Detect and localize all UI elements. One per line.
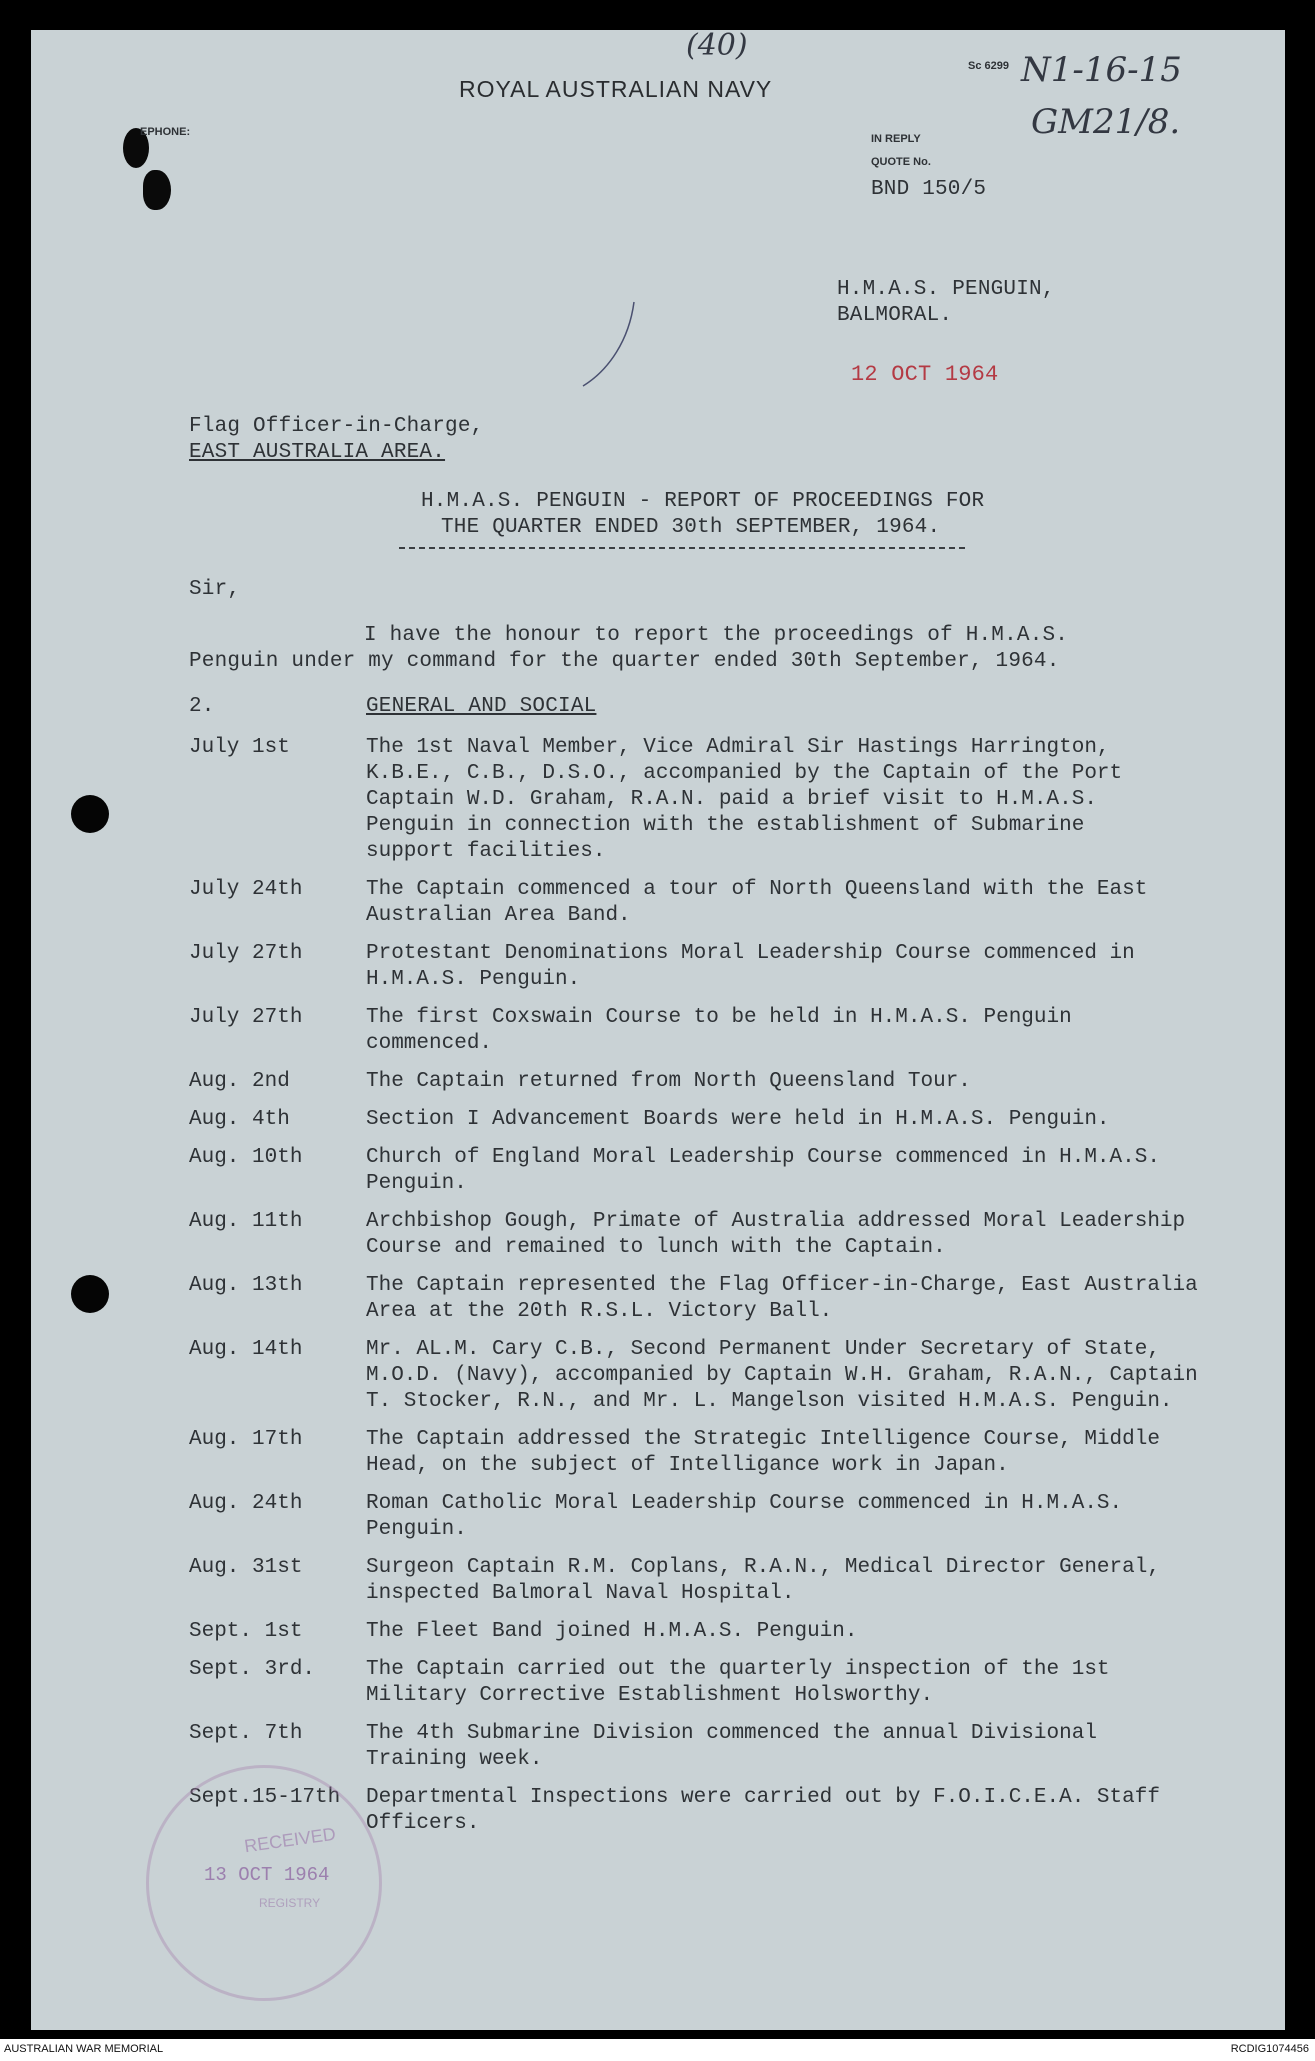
entry-date: Aug. 14th xyxy=(189,1338,303,1361)
entry-text: The Captain returned from North Queensland Tour. xyxy=(366,1070,971,1093)
entry-date: Sept. 3rd. xyxy=(189,1658,316,1681)
entry-text: Roman Catholic Moral Leadership Course commenced in H.M.A.S. Penguin. xyxy=(366,1492,1123,1541)
date-stamp: 12 OCT 1964 xyxy=(851,362,999,387)
reference-number: BND 150/5 xyxy=(871,178,987,201)
entry-text: Departmental Inspections were carried out by F.O.I.C.E.A. Staff Officers. xyxy=(366,1786,1160,1835)
entry-date: Aug. 24th xyxy=(189,1492,303,1515)
entry-row xyxy=(189,735,1229,865)
entry-row xyxy=(189,1619,1229,1645)
entry-row xyxy=(189,877,1229,929)
entry-row xyxy=(189,1273,1229,1325)
entry-text: The Captain represented the Flag Officer-in-Charge, East Australia Area at the 20th R.S.L. Victory Ball. xyxy=(366,1274,1198,1323)
entry-row xyxy=(189,1209,1229,1261)
entry-date: Aug. 31st xyxy=(189,1556,303,1579)
intro-line-2: Penguin under my command for the quarter ended 30th September, 1964. xyxy=(189,650,1060,673)
entry-date: Aug. 17th xyxy=(189,1428,303,1451)
entry-date: July 27th xyxy=(189,1006,303,1029)
entry-date: July 1st xyxy=(189,736,290,759)
entry-row xyxy=(189,1657,1229,1709)
punch-hole-bottom xyxy=(71,1275,109,1313)
document-page xyxy=(31,30,1285,2030)
entry-text: Surgeon Captain R.M. Coplans, R.A.N., Medical Director General, inspected Balmoral Naval Hospital. xyxy=(366,1556,1160,1605)
recipient-line-2: EAST AUSTRALIA AREA. xyxy=(189,441,446,464)
stamp-received-text: RECEIVED xyxy=(242,1823,337,1857)
entry-row xyxy=(189,1107,1229,1133)
form-number: Sc 6299 xyxy=(968,60,1009,72)
entry-date: Aug. 11th xyxy=(189,1210,303,1233)
entry-date: Sept. 1st xyxy=(189,1620,303,1643)
entry-date: Aug. 4th xyxy=(189,1108,290,1131)
punch-hole-top xyxy=(71,795,109,833)
entry-text: Church of England Moral Leadership Course commenced in H.M.A.S. Penguin. xyxy=(366,1146,1160,1195)
subject-line-2: THE QUARTER ENDED 30th SEPTEMBER, 1964. xyxy=(441,516,941,539)
entry-date: Aug. 10th xyxy=(189,1146,303,1169)
subject-rule xyxy=(399,547,965,549)
section-title: GENERAL AND SOCIAL xyxy=(366,695,597,718)
address-line-1: H.M.A.S. PENGUIN, xyxy=(837,278,1055,301)
footer-id: RCDIG1074456 xyxy=(1230,2043,1309,2055)
entry-row xyxy=(189,1337,1229,1415)
entry-text: Protestant Denominations Moral Leadership Course commenced in H.M.A.S. Penguin. xyxy=(366,942,1135,991)
subject-line-1: H.M.A.S. PENGUIN - REPORT OF PROCEEDINGS FOR xyxy=(421,490,985,513)
footer-source: AUSTRALIAN WAR MEMORIAL xyxy=(4,2043,164,2055)
org-heading: ROYAL AUSTRALIAN NAVY xyxy=(459,76,773,102)
entry-row xyxy=(189,1555,1229,1607)
handwritten-ref-1: N1-16-15 xyxy=(1021,50,1182,90)
handwritten-folio: (40) xyxy=(686,28,748,63)
entry-row xyxy=(189,1005,1229,1057)
entry-row xyxy=(189,1427,1229,1479)
entry-text: Section I Advancement Boards were held in H.M.A.S. Penguin. xyxy=(366,1108,1110,1131)
entry-row xyxy=(189,1491,1229,1543)
entry-text: The Captain carried out the quarterly inspection of the 1st Military Corrective Establishment Holsworthy. xyxy=(366,1658,1110,1707)
entry-date: Sept.15-17th xyxy=(189,1786,341,1809)
recipient-line-1: Flag Officer-in-Charge, xyxy=(189,415,484,438)
entry-date: July 24th xyxy=(189,878,303,901)
entry-date: Aug. 2nd xyxy=(189,1070,290,1093)
entry-text: The Captain addressed the Strategic Intelligence Course, Middle Head, on the subject of Intelligance work in Japan. xyxy=(366,1428,1160,1477)
entry-row xyxy=(189,941,1229,993)
entry-row xyxy=(189,1145,1229,1197)
telephone-label: EPHONE: xyxy=(140,126,191,138)
entry-text: Archbishop Gough, Primate of Australia addressed Moral Leadership Course and remained to lunch with the Captain. xyxy=(366,1210,1186,1259)
address-line-2: BALMORAL. xyxy=(837,304,953,327)
entry-text: Mr. AL.M. Cary C.B., Second Permanent Under Secretary of State, M.O.D. (Navy), accompanied by Captain W.H. Graham, R.A.N., Captain T. Stocker, R.N., and Mr. L. Mangelson visited H.M.A.S. Penguin. xyxy=(366,1338,1198,1413)
entry-text: The Fleet Band joined H.M.A.S. Penguin. xyxy=(366,1620,858,1643)
section-number: 2. xyxy=(189,695,215,718)
entry-row xyxy=(189,1721,1229,1773)
archive-footer xyxy=(0,2039,1315,2061)
entry-row xyxy=(189,1069,1229,1095)
pencil-mark xyxy=(579,300,639,390)
received-stamp xyxy=(146,1765,382,2001)
ink-blot-lower xyxy=(143,170,171,210)
in-reply-label: IN REPLY xyxy=(871,133,921,145)
entries-list xyxy=(189,735,1229,1849)
quote-no-label: QUOTE No. xyxy=(871,156,931,168)
entry-text: The Captain commenced a tour of North Queensland with the East Australian Area Band. xyxy=(366,878,1148,927)
entry-date: Aug. 13th xyxy=(189,1274,303,1297)
intro-line-1: I have the honour to report the proceedings of H.M.A.S. xyxy=(364,624,1069,647)
entry-text: The first Coxswain Course to be held in H.M.A.S. Penguin commenced. xyxy=(366,1006,1072,1055)
entry-date: Sept. 7th xyxy=(189,1722,303,1745)
entry-text: The 4th Submarine Division commenced the annual Divisional Training week. xyxy=(366,1722,1097,1771)
stamp-date: 13 OCT 1964 xyxy=(204,1864,330,1886)
salutation: Sir, xyxy=(189,578,241,601)
entry-text: The 1st Naval Member, Vice Admiral Sir Hastings Harrington, K.B.E., C.B., D.S.O., accompanied by the Captain of the Port Captain W.D. Graham, R.A.N. paid a brief visit to H.M.A.S. Penguin in connection with the establishment of Submarine support facilities. xyxy=(366,736,1123,863)
handwritten-ref-2: GM21/8. xyxy=(1031,102,1181,142)
entry-date: July 27th xyxy=(189,942,303,965)
stamp-registry-text: REGISTRY xyxy=(259,1896,321,1910)
